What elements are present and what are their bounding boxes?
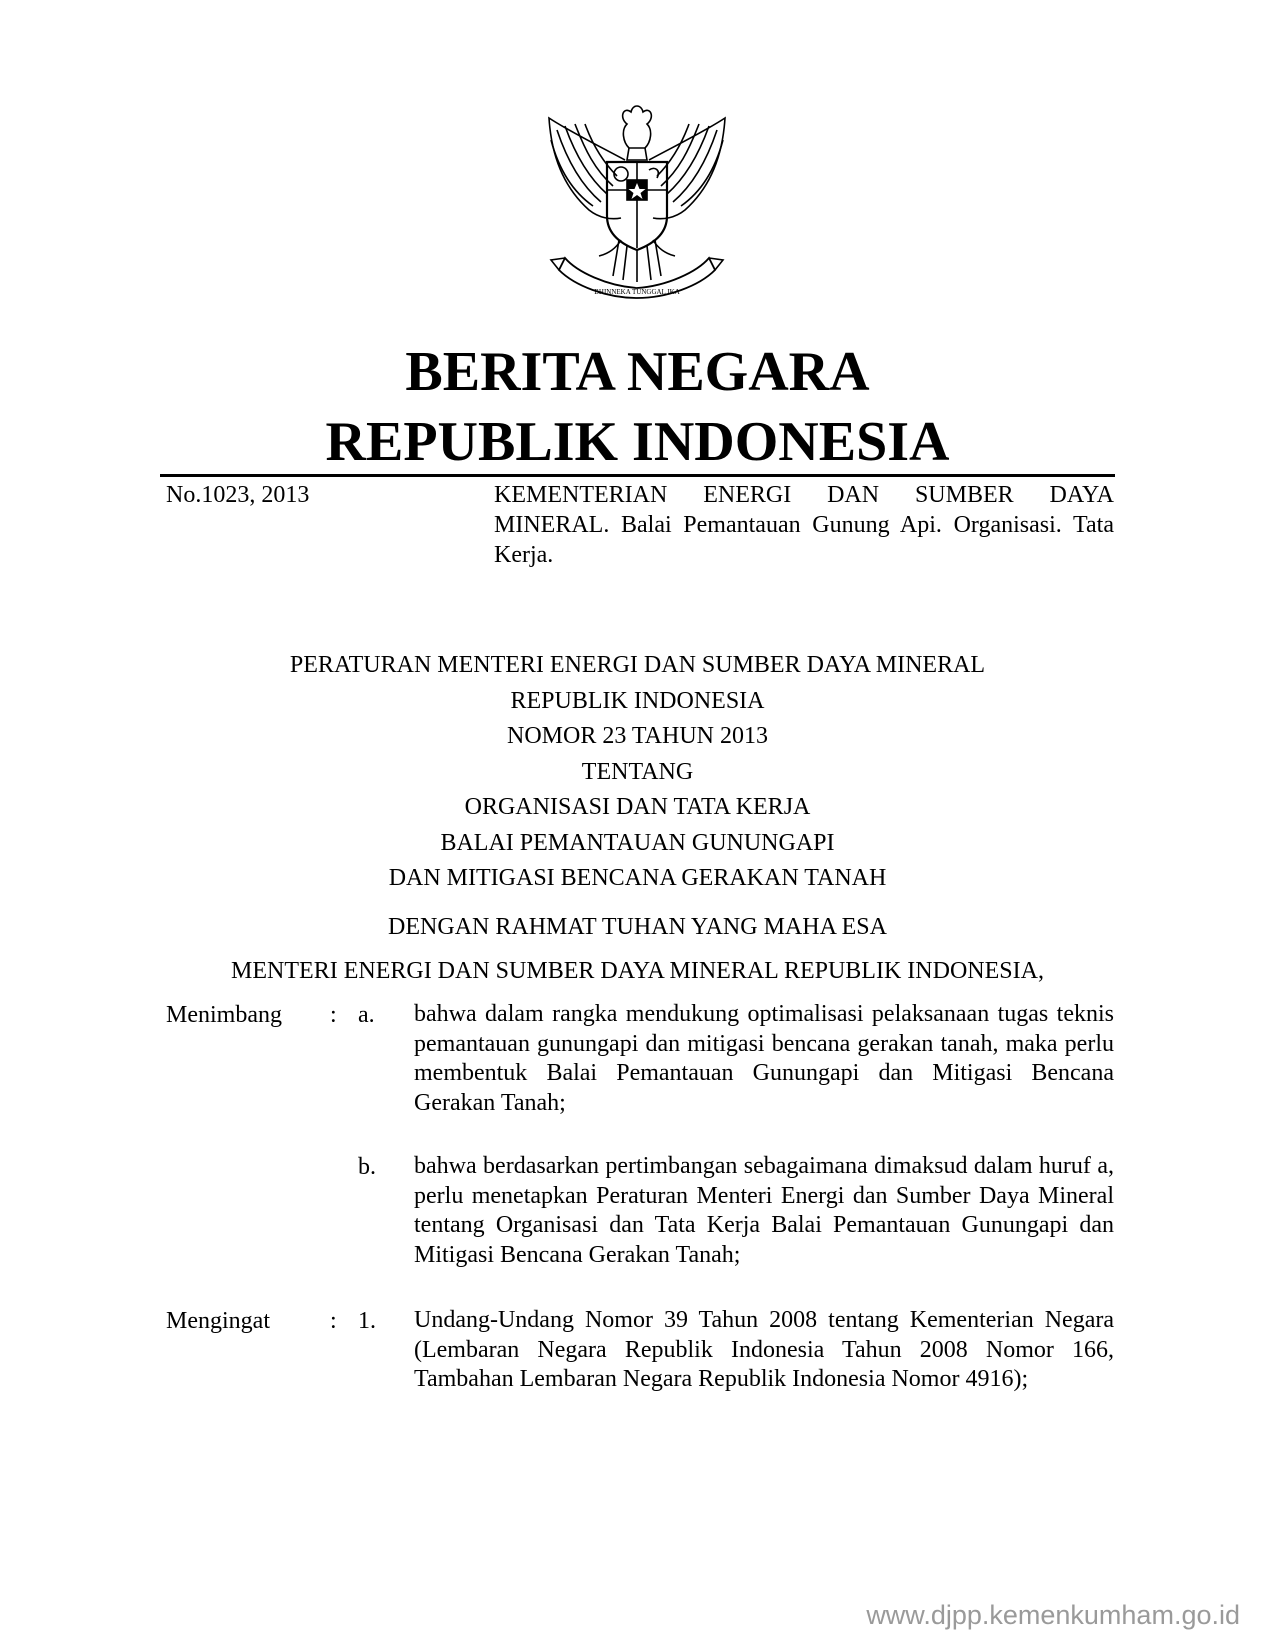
masthead-rule: [160, 474, 1115, 477]
menimbang-label: Menimbang: [166, 1002, 282, 1028]
minister-line: MENTERI ENERGI DAN SUMBER DAYA MINERAL REPUBLIK INDONESIA,: [231, 958, 1044, 984]
garuda-emblem: [537, 90, 737, 300]
item-marker: b.: [358, 1154, 376, 1180]
title-line: PERATURAN MENTERI ENERGI DAN SUMBER DAYA MINERAL: [289, 652, 986, 678]
masthead-line-2: REPUBLIK INDONESIA: [325, 411, 950, 473]
item-marker: a.: [358, 1002, 375, 1028]
title-line: REPUBLIK INDONESIA: [510, 687, 765, 714]
menimbang-item-b: bahwa berdasarkan pertimbangan sebagaimana dimaksud dalam huruf a, perlu menetapkan Peraturan Menteri Energi dan Sumber Daya Mineral tentang Organisasi dan Tata Kerja Balai Pemantauan Gunungapi dan Mitigasi Bencana Gerakan Tanah;: [414, 1153, 1114, 1268]
item-marker: 1.: [358, 1308, 376, 1334]
regulation-title: [160, 648, 1115, 897]
watermark-url: www.djpp.kemenkumham.go.id: [866, 1600, 1240, 1630]
garuda-icon: [537, 90, 737, 300]
document-number: No.1023, 2013: [166, 482, 310, 508]
blessing-line: DENGAN RAHMAT TUHAN YANG MAHA ESA: [388, 914, 887, 940]
title-line: ORGANISASI DAN TATA KERJA: [464, 794, 811, 820]
mengingat-colon: :: [330, 1308, 337, 1334]
menimbang-item-a: bahwa dalam rangka mendukung optimalisasi pelaksanaan tugas teknis pemantauan gunungapi dan mitigasi bencana gerakan tanah, maka perlu membentuk Balai Pemantauan Gunungapi dan Mitigasi Bencana Gerakan Tanah;: [414, 1001, 1114, 1116]
menimbang-colon: :: [330, 1002, 337, 1028]
title-line: NOMOR 23 TAHUN 2013: [507, 723, 768, 749]
svg-text:BHINNEKA TUNGGAL IKA: BHINNEKA TUNGGAL IKA: [594, 288, 680, 296]
title-line: DAN MITIGASI BENCANA GERAKAN TANAH: [388, 865, 887, 891]
document-summary: KEMENTERIAN ENERGI DAN SUMBER DAYA MINERAL. Balai Pemantauan Gunung Api. Organisasi. Tata Kerja.: [494, 482, 1114, 568]
mengingat-item-1: Undang-Undang Nomor 39 Tahun 2008 tentang Kementerian Negara (Lembaran Negara Republik Indonesia Tahun 2008 Nomor 166, Tambahan Lembaran Negara Republik Indonesia Nomor 4916);: [414, 1307, 1114, 1392]
title-line: TENTANG: [581, 758, 694, 785]
mengingat-label: Mengingat: [166, 1308, 270, 1334]
title-line: BALAI PEMANTAUAN GUNUNGAPI: [440, 829, 835, 856]
masthead-line-1: BERITA NEGARA: [405, 341, 870, 403]
